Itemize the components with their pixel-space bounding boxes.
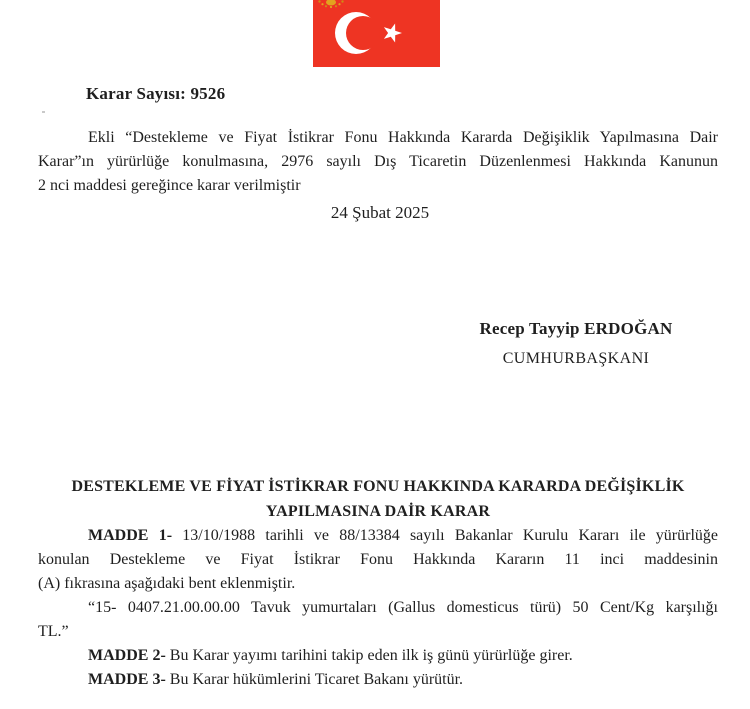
madde1-line-3: (A) fıkrasına aşağıdaki bent eklenmiştir. xyxy=(38,575,296,592)
quote-line-2: TL.” xyxy=(38,623,69,640)
quote-line-1: “15- 0407.21.00.00.00 Tavuk yumurtaları (Gallus domesticus türü) 50 Cent/Kg karşılığı xyxy=(88,599,718,616)
regulation-title xyxy=(38,474,718,524)
decree-intro-paragraph xyxy=(38,126,718,198)
scan-speck xyxy=(42,111,45,113)
madde1-label: MADDE 1- xyxy=(88,527,173,544)
decree-number: Karar Sayısı: 9526 xyxy=(86,84,226,103)
regulation-title-line-1: DESTEKLEME VE FİYAT İSTİKRAR FONU HAKKINDA KARARDA DEĞİŞİKLİK xyxy=(71,478,685,495)
madde3-line: MADDE 3- Bu Karar hükümlerini Ticaret Bakanı yürütür. xyxy=(88,671,464,688)
madde2-label: MADDE 2- xyxy=(88,647,166,664)
decree-date: 24 Şubat 2025 xyxy=(330,203,430,222)
signature-block xyxy=(420,318,732,370)
presidential-seal-icon xyxy=(317,0,347,9)
madde1-line-2: konulan Destekleme ve Fiyat İstikrar Fonu Hakkında Kararın 11 inci maddesinin xyxy=(38,551,718,568)
madde3-label: MADDE 3- xyxy=(88,671,166,688)
turkish-flag xyxy=(313,0,440,67)
turkish-flag-icon xyxy=(313,0,440,67)
president-title: CUMHURBAŞKANI xyxy=(502,350,650,367)
regulation-body xyxy=(38,524,718,692)
regulation-title-line-2: YAPILMASINA DAİR KARAR xyxy=(265,503,491,520)
intro-line-1: Ekli “Destekleme ve Fiyat İstikrar Fonu Hakkında Kararda Değişiklik Yapılmasına Dair xyxy=(88,129,718,146)
intro-line-3: 2 nci maddesi gereğince karar verilmiştir xyxy=(38,177,301,194)
intro-line-2: Karar”ın yürürlüğe konulmasına, 2976 sayılı Dış Ticaretin Düzenlenmesi Hakkında Kanunun xyxy=(38,153,718,170)
madde1-line-1: MADDE 1- 13/10/1988 tarihli ve 88/13384 sayılı Bakanlar Kurulu Kararı ile yürürlüğe xyxy=(88,527,718,544)
madde2-line: MADDE 2- Bu Karar yayımı tarihini takip eden ilk iş günü yürürlüğe girer. xyxy=(88,647,573,664)
president-name: Recep Tayyip ERDOĞAN xyxy=(479,319,673,338)
